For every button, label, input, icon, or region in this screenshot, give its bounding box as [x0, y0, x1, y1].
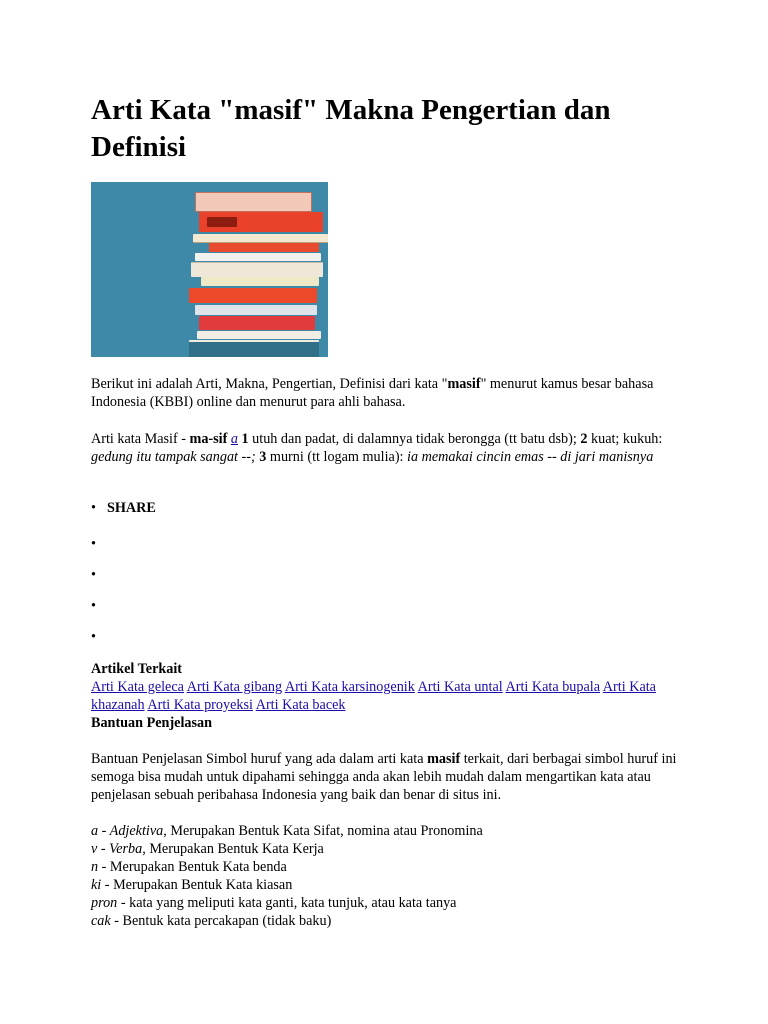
book [195, 305, 317, 315]
part-of-speech-link[interactable]: a [230, 431, 238, 447]
legend-item: ki - Merupakan Bentuk Kata kiasan [91, 877, 293, 893]
legend-item: a - Adjektiva, Merupakan Bentuk Kata Sifat, nomina atau Pronomina [91, 823, 483, 839]
share-label: • SHARE [107, 500, 156, 517]
stack-of-books-image [91, 182, 328, 357]
keyword: masif [447, 376, 481, 392]
intro-paragraph: Berikut ini adalah Arti, Makna, Pengertian, Definisi dari kata "masif" menurut kamus besar bahasa Indonesia (KBBI) online dan menurut para ahli bahasa. [91, 376, 654, 410]
legend-item: v - Verba, Merupakan Bentuk Kata Kerja [91, 841, 324, 857]
help-paragraph: Bantuan Penjelasan Simbol huruf yang ada dalam arti kata masif terkait, dari berbagai simbol huruf ini semoga bisa mudah untuk dipahami sehingga anda akan lebih mudah dalam mengartikan kata atau penjelasan sebuah peribahasa Indonesia yang baik dan benar di situs ini. [91, 751, 677, 803]
definition-paragraph: Arti kata Masif - ma-sif a 1 utuh dan padat, di dalamnya tidak berongga (tt batu dsb); 2 kuat; kukuh: gedung itu tampak sangat --; 3 murni (tt logam mulia): ia memakai cincin emas -- di jari manisnya [91, 431, 663, 465]
related-articles [91, 660, 681, 732]
related-link[interactable]: Arti Kata geleca [91, 679, 184, 695]
related-heading: Artikel Terkait [91, 661, 183, 677]
related-link[interactable]: Arti Kata khazanah [91, 679, 656, 713]
legend-item: cak - Bentuk kata percakapan (tidak baku) [91, 913, 332, 929]
book [193, 234, 328, 243]
book [195, 192, 312, 212]
symbol-legend [91, 822, 681, 930]
related-link[interactable]: Arti Kata proyeksi [147, 697, 253, 713]
related-link[interactable]: Arti Kata karsinogenik [284, 679, 415, 695]
book [199, 316, 315, 330]
book [195, 253, 321, 261]
syllables: ma-sif [189, 431, 228, 447]
book [191, 262, 323, 277]
book [201, 277, 319, 286]
book [209, 243, 319, 252]
book [189, 288, 317, 303]
example-2: gedung itu tampak sangat --; [91, 449, 256, 465]
example-3: ia memakai cincin emas -- di jari manisnya [407, 449, 654, 465]
legend-item: pron - kata yang meliputi kata ganti, kata tunjuk, atau kata tanya [91, 895, 457, 911]
related-link[interactable]: Arti Kata bupala [505, 679, 601, 695]
legend-item: n - Merupakan Bentuk Kata benda [91, 859, 287, 875]
related-link[interactable]: Arti Kata bacek [255, 697, 346, 713]
page-title: Arti Kata "masif" Makna Pengertian dan Definisi [91, 94, 611, 163]
related-link[interactable]: Arti Kata gibang [186, 679, 283, 695]
related-link[interactable]: Arti Kata untal [417, 679, 503, 695]
book [197, 331, 321, 339]
book [207, 217, 237, 227]
book [189, 340, 319, 357]
help-heading: Bantuan Penjelasan [91, 715, 213, 731]
